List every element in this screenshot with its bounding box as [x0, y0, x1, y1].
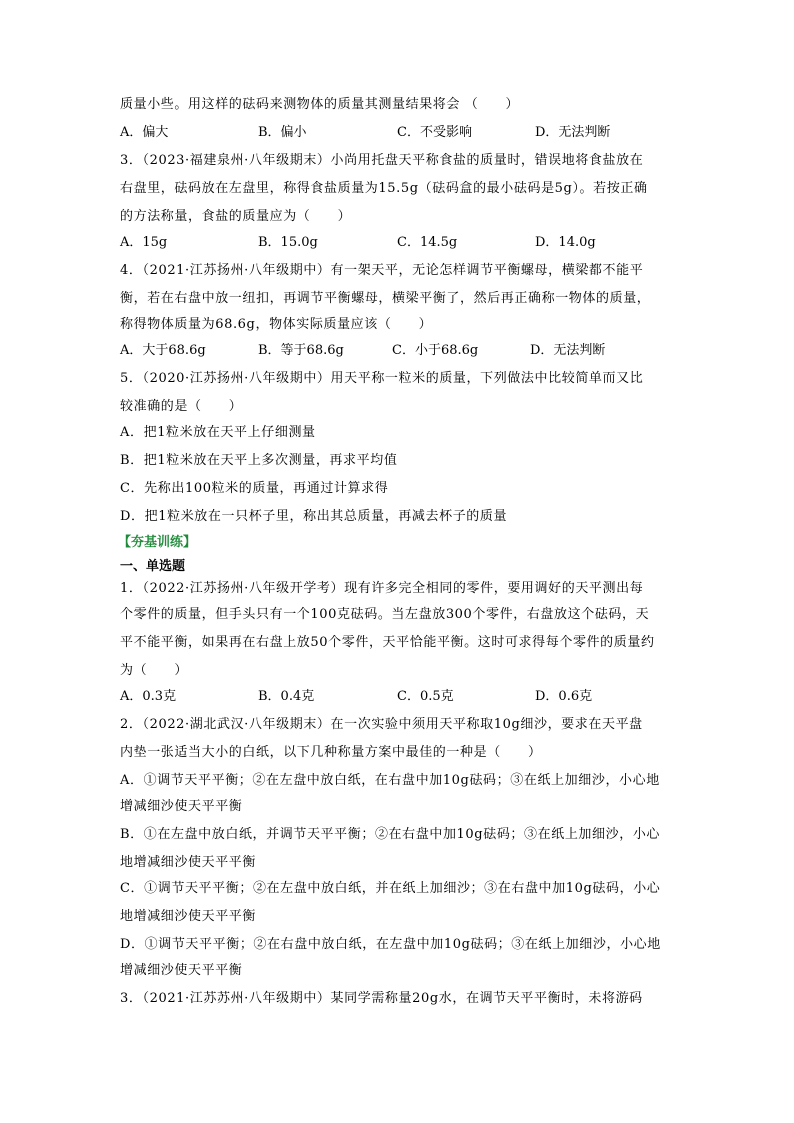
option-d: D．把1粒米放在一只杯子里，称出其总质量，再减去杯子的质量 [120, 509, 508, 524]
option-a: A．把1粒米放在天平上仔细测量 [120, 425, 316, 440]
option-d: D．无法判断 [530, 343, 606, 358]
option-b: B．0.4克 [258, 689, 315, 704]
section-heading: 【夯基训练】 [118, 535, 197, 550]
option-d: D．14.0g [535, 235, 596, 250]
text-line: 质量小些。用这样的砝码来测物体的质量其测量结果将会 （ ） [120, 97, 520, 112]
option-d: D．①调节天平平衡；②在右盘中放白纸，在左盘中加10g砝码；③在纸上加细沙，小心地 [120, 937, 661, 952]
training-question-2-line: 内垫一张适当大小的白纸，以下几种称量方案中最佳的一种是（ ） [120, 745, 542, 760]
question-4-line: 称得物体质量为68.6g，物体实际质量应该（ ） [120, 317, 433, 332]
section-subheading: 一、单选题 [120, 559, 186, 574]
option-b: B．①在左盘中放白纸，并调节天平平衡；②在右盘中加10g砝码；③在纸上加细沙，小心 [120, 827, 661, 842]
option-a: A．15g [120, 235, 168, 250]
option-b: B．把1粒米放在天平上多次测量，再求平均值 [120, 453, 398, 468]
option-c: C．先称出100粒米的质量，再通过计算求得 [120, 481, 389, 496]
option-d-continued: 增减细沙使天平平衡 [120, 963, 243, 978]
option-a: A．①调节天平平衡；②在左盘中放白纸，在右盘中加10g砝码；③在纸上加细沙，小心地 [120, 773, 660, 788]
training-question-1-line: 1．（2022·江苏扬州·八年级开学考）现有许多完全相同的零件，要用调好的天平测出每 [120, 581, 644, 596]
question-3-line: 的方法称量，食盐的质量应为（ ） [120, 209, 352, 224]
option-a: A．偏大 [120, 125, 169, 140]
training-question-1-line: 为（ ） [120, 663, 189, 678]
option-b-continued: 地增减细沙使天平平衡 [120, 855, 257, 870]
option-b: B．等于68.6g [258, 343, 344, 358]
training-question-2-line: 2．（2022·湖北武汉·八年级期末）在一次实验中须用天平称取10g细沙，要求在天平盘 [120, 717, 643, 732]
option-b: B．偏小 [258, 125, 307, 140]
question-3-line: 3．（2023·福建泉州·八年级期末）小尚用托盘天平称食盐的质量时，错误地将食盐放在 [120, 153, 644, 168]
option-a: A．大于68.6g [120, 343, 206, 358]
option-c-continued: 地增减细沙使天平平衡 [120, 909, 257, 924]
question-5-line: 5．（2020·江苏扬州·八年级期中）用天平称一粒米的质量，下列做法中比较简单而又比 [120, 371, 644, 386]
option-c: C．①调节天平平衡；②在左盘中放白纸，并在纸上加细沙；③在右盘中加10g砝码，小心 [120, 881, 661, 896]
question-4-line: 4．（2021·江苏扬州·八年级期中）有一架天平，无论怎样调节平衡螺母，横梁都不能平 [120, 263, 644, 278]
question-5-line: 较准确的是（ ） [120, 399, 243, 414]
training-question-1-line: 个零件的质量，但手头只有一个100克砝码。当左盘放300个零件，右盘放这个砝码，天 [120, 607, 650, 622]
option-a: A．0.3克 [120, 689, 177, 704]
question-4-line: 衡，若在右盘中放一纽扣，再调节平衡螺母，横梁平衡了，然后再正确称一物体的质量， [120, 291, 651, 306]
option-d: D．0.6克 [535, 689, 593, 704]
option-c: C．14.5g [397, 235, 458, 250]
option-b: B．15.0g [258, 235, 318, 250]
training-question-3-line: 3．（2021·江苏苏州·八年级期中）某同学需称量20g水，在调节天平平衡时，未将游码 [120, 991, 643, 1006]
option-c: C．不受影响 [397, 125, 472, 140]
option-c: C．小于68.6g [392, 343, 479, 358]
option-c: C．0.5克 [397, 689, 454, 704]
question-3-line: 右盘里，砝码放在左盘里，称得食盐质量为15.5g（砝码盒的最小砝码是5g）。若按正确 [120, 181, 648, 196]
training-question-1-line: 平不能平衡，如果再在右盘上放50个零件，天平恰能平衡。这时可求得每个零件的质量约 [120, 635, 655, 650]
option-a-continued: 增减细沙使天平平衡 [120, 799, 243, 814]
option-d: D．无法判断 [535, 125, 611, 140]
